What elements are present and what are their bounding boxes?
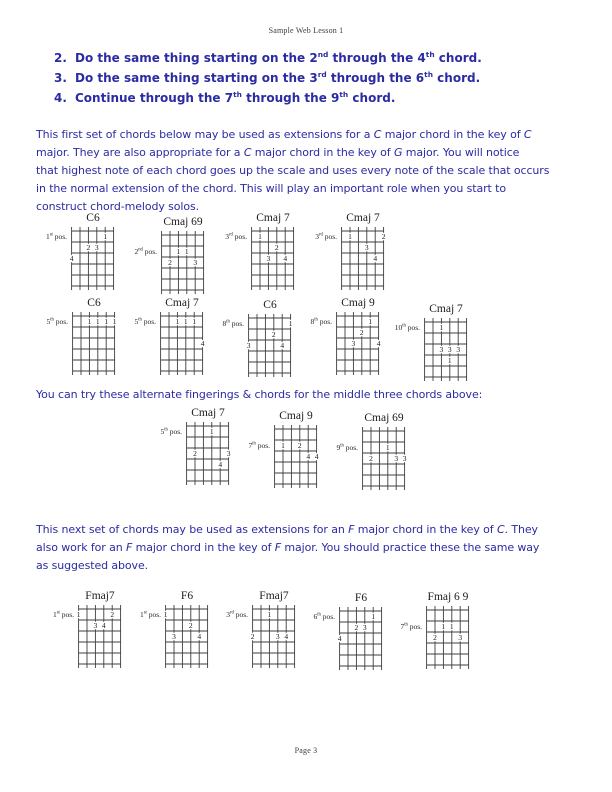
finger-number: 3	[351, 339, 356, 349]
finger-number: 1	[385, 443, 390, 453]
position-label: 5th pos.	[134, 317, 156, 326]
finger-number: 1	[104, 317, 109, 327]
chord-diagram-body	[338, 592, 384, 675]
chord-diagram-body	[185, 407, 231, 490]
text-line: construct chord-melody solos.	[36, 200, 200, 213]
finger-number: 1	[176, 247, 181, 257]
chord-name: C6	[87, 297, 101, 309]
finger-number: 1	[267, 610, 272, 620]
chord-name: Cmaj 7	[191, 407, 225, 419]
position-label: 7th pos.	[400, 622, 422, 631]
chord-diagram-body	[160, 216, 206, 299]
chord-name: Cmaj 69	[364, 412, 404, 424]
list-item	[54, 48, 482, 68]
finger-number: 4	[314, 452, 319, 462]
position-label: 8th pos.	[310, 317, 332, 326]
finger-number: 1	[87, 317, 92, 327]
chord-diagram-body	[423, 303, 469, 386]
fretboard-grid	[77, 605, 123, 669]
chord-diagram-body	[71, 297, 117, 380]
position-label: 7th pos.	[248, 441, 270, 450]
finger-number: 1	[112, 317, 117, 327]
finger-number: 1	[449, 622, 454, 632]
fretboard-grid	[361, 427, 407, 491]
finger-number: 2	[110, 610, 115, 620]
text-line: in the normal extension of the chord. This will play an important role when you start to	[36, 182, 507, 195]
fretboard-grid	[247, 314, 293, 378]
finger-number: 2	[359, 328, 364, 338]
chord-diagram-body	[251, 590, 297, 673]
chord-name: Cmaj 7	[165, 297, 199, 309]
list-item-number: 3.	[54, 71, 67, 85]
chord-name: F6	[354, 592, 368, 604]
finger-number: 4	[101, 621, 106, 631]
fretboard-grid	[70, 227, 116, 291]
finger-number: 3	[402, 454, 407, 464]
finger-number: 4	[280, 341, 285, 351]
chord-name: C6	[86, 212, 100, 224]
chord-diagram	[303, 212, 386, 295]
finger-number: 4	[338, 634, 342, 644]
paragraph-first-extensions	[36, 126, 549, 216]
finger-number: 1	[184, 247, 189, 257]
finger-number: 3	[193, 258, 198, 268]
finger-number: 2	[369, 454, 373, 464]
page-footer: Page 3	[294, 746, 318, 755]
finger-number: 1	[258, 232, 262, 242]
position-label: 8th pos.	[222, 319, 244, 328]
chord-row-first-b	[34, 297, 469, 386]
fretboard-grid	[71, 312, 117, 376]
finger-number: 4	[218, 460, 223, 470]
fretboard-grid	[250, 227, 296, 291]
chord-diagram	[214, 590, 297, 673]
chord-row-first-a	[33, 212, 386, 299]
finger-number: 1	[209, 427, 214, 437]
finger-number: 1	[95, 317, 100, 327]
position-label: 1st pos.	[45, 232, 67, 241]
text-line: major. They are also appropriate for a C major chord in the key of G major. You will notice	[36, 146, 520, 159]
chord-diagram	[301, 592, 384, 675]
fretboard-grid	[251, 605, 297, 669]
chord-name: Fmaj 6 9	[427, 591, 469, 603]
finger-number: 4	[376, 339, 381, 349]
finger-number: 1	[439, 323, 444, 333]
finger-number: 2	[193, 449, 197, 459]
finger-number: 4	[283, 254, 288, 264]
finger-number: 1	[281, 441, 285, 451]
text-line: as suggested above.	[36, 559, 149, 572]
chord-diagram-body	[273, 410, 319, 493]
finger-number: 3	[172, 632, 176, 642]
finger-number: 1	[183, 317, 188, 327]
finger-number: 4	[306, 452, 311, 462]
finger-number: 2	[168, 258, 172, 268]
chord-diagram	[148, 407, 231, 490]
finger-number: 2	[271, 330, 276, 340]
chord-row-f-major	[40, 590, 471, 675]
position-label: 10th pos.	[394, 323, 420, 332]
chord-diagram	[40, 590, 123, 673]
finger-number: 3	[447, 345, 452, 355]
fretboard-grid	[164, 605, 210, 669]
finger-number: 2	[86, 243, 91, 253]
finger-number: 3	[275, 632, 280, 642]
finger-number: 3	[364, 243, 369, 253]
chord-diagram-body	[247, 299, 293, 382]
chord-diagram	[33, 212, 116, 295]
finger-number: 4	[197, 632, 202, 642]
chord-diagram-body	[70, 212, 116, 295]
chord-row-alternates	[148, 407, 407, 495]
chord-diagram-body	[164, 590, 210, 673]
text-line: This first set of chords below may be used as extensions for a C major chord in the key of C	[36, 128, 532, 141]
list-item-number: 2.	[54, 51, 67, 65]
fretboard-grid	[185, 422, 231, 486]
chord-diagram	[122, 297, 205, 380]
finger-number: 1	[192, 317, 197, 327]
list-item-number: 4.	[54, 91, 67, 105]
finger-number: 4	[373, 254, 378, 264]
chord-diagram	[324, 412, 407, 495]
chord-diagram	[386, 303, 469, 386]
chord-name: Cmaj 7	[256, 212, 290, 224]
finger-number: 1	[368, 317, 373, 327]
position-label: 6th pos.	[313, 612, 335, 621]
finger-number: 3	[226, 449, 231, 459]
numbered-list	[54, 48, 482, 108]
text-line: This next set of chords may be used as extensions for an F major chord in the key of C. They	[36, 523, 538, 536]
fretboard-grid	[159, 312, 205, 376]
finger-number: 2	[381, 232, 386, 242]
chord-diagram	[127, 590, 210, 673]
finger-number: 3	[456, 345, 461, 355]
chord-name: F6	[180, 590, 194, 602]
page-header: Sample Web Lesson 1	[268, 26, 344, 35]
chord-diagram	[123, 216, 206, 299]
chord-name: Cmaj 9	[279, 410, 313, 422]
chord-name: Cmaj 7	[346, 212, 380, 224]
finger-number: 4	[200, 339, 205, 349]
finger-number: 4	[70, 254, 74, 264]
finger-number: 2	[188, 621, 193, 631]
finger-number: 1	[288, 319, 293, 329]
chord-name: Cmaj 69	[163, 216, 203, 228]
paragraph-f-extensions	[36, 521, 539, 575]
chord-diagram-body	[159, 297, 205, 380]
chord-diagram	[213, 212, 296, 295]
list-item-text: Continue through the 7th through the 9th chord.	[75, 90, 396, 105]
chord-diagram	[236, 410, 319, 493]
list-item-text: Do the same thing starting on the 2nd through the 4th chord.	[75, 50, 482, 65]
finger-number: 1	[175, 317, 180, 327]
finger-number: 3	[247, 341, 251, 351]
position-label: 2nd pos.	[134, 247, 157, 256]
position-label: 5th pos.	[160, 427, 182, 436]
finger-number: 1	[447, 356, 452, 366]
text-line: that highest note of each chord goes up the scale and uses every note of the scale that occurs	[36, 164, 550, 177]
position-label: 1st pos.	[52, 610, 74, 619]
fretboard-grid	[273, 425, 319, 489]
list-item	[54, 68, 482, 88]
fretboard-grid	[160, 231, 206, 295]
chord-name: Cmaj 7	[429, 303, 463, 315]
fretboard-grid	[425, 606, 471, 670]
chord-diagram	[298, 297, 381, 380]
finger-number: 3	[94, 243, 99, 253]
finger-number: 1	[164, 610, 168, 620]
finger-number: 1	[441, 622, 446, 632]
position-label: 3rd pos.	[225, 232, 247, 241]
finger-number: 3	[439, 345, 444, 355]
position-label: 3rd pos.	[226, 610, 248, 619]
finger-number: 1	[77, 610, 81, 620]
chord-diagram-body	[340, 212, 386, 295]
finger-number: 2	[274, 243, 279, 253]
finger-number: 2	[297, 441, 302, 451]
finger-number: 2	[251, 632, 255, 642]
position-label: 1st pos.	[139, 610, 161, 619]
list-item	[54, 88, 482, 108]
chord-diagram	[210, 299, 293, 382]
fretboard-grid	[335, 312, 381, 376]
fretboard-grid	[340, 227, 386, 291]
chord-diagram-body	[361, 412, 407, 495]
finger-number: 3	[394, 454, 399, 464]
chord-diagram	[34, 297, 117, 380]
chord-name: Fmaj7	[259, 590, 289, 602]
chord-name: C6	[263, 299, 277, 311]
finger-number: 1	[103, 232, 108, 242]
position-label: 3rd pos.	[315, 232, 337, 241]
chord-diagram-body	[335, 297, 381, 380]
finger-number: 2	[354, 623, 359, 633]
finger-number: 1	[371, 612, 376, 622]
text-line: You can try these alternate fingerings & chords for the middle three chords above:	[36, 388, 483, 401]
text-line: also work for an F major chord in the key of F major. You should practice these the same way	[36, 541, 540, 554]
fretboard-grid	[338, 607, 384, 671]
finger-number: 4	[284, 632, 289, 642]
paragraph-alternate-fingerings	[36, 386, 482, 404]
finger-number: 3	[266, 254, 271, 264]
position-label: 9th pos.	[336, 443, 358, 452]
finger-number: 3	[362, 623, 367, 633]
chord-name: Fmaj7	[85, 590, 115, 602]
finger-number: 2	[433, 633, 437, 643]
fretboard-grid	[423, 318, 469, 382]
chord-diagram-body	[425, 591, 471, 674]
chord-diagram-body	[77, 590, 123, 673]
chord-name: Cmaj 9	[341, 297, 375, 309]
chord-diagram	[388, 591, 471, 674]
position-label: 5th pos.	[46, 317, 68, 326]
finger-number: 1	[348, 232, 352, 242]
chord-diagram-body	[250, 212, 296, 295]
finger-number: 3	[458, 633, 463, 643]
list-item-text: Do the same thing starting on the 3rd through the 6th chord.	[75, 70, 481, 85]
finger-number: 3	[93, 621, 98, 631]
